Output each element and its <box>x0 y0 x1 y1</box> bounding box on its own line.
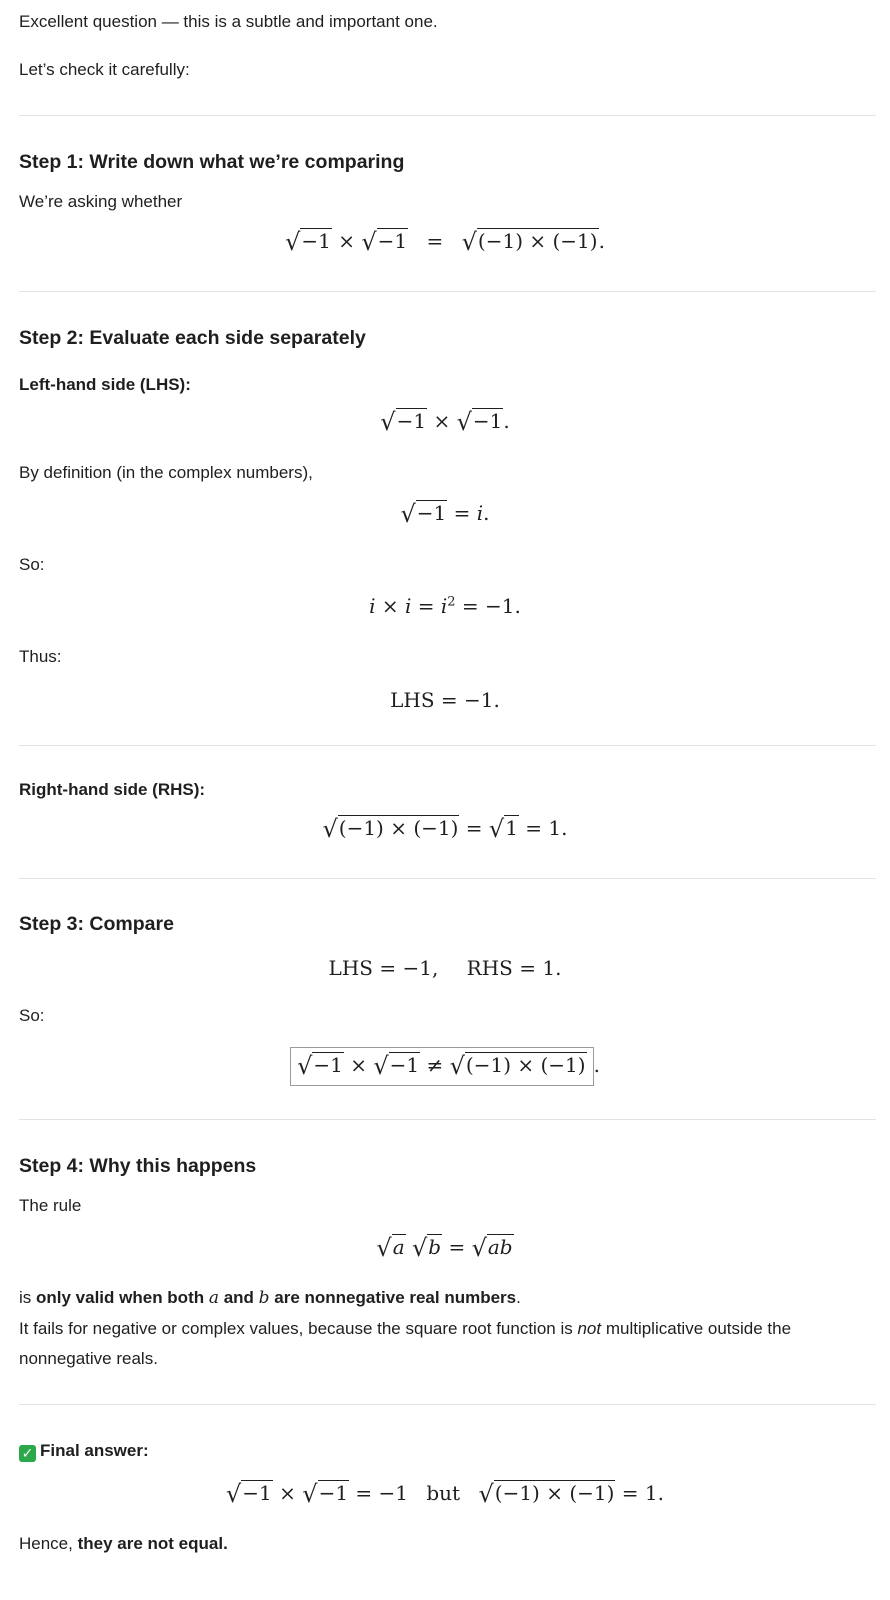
so-text-step3: So: <box>19 1006 45 1025</box>
lhs-heading: Left-hand side (LHS): <box>19 375 191 394</box>
so-text: So: <box>19 555 45 574</box>
equation-boxed-result: √−1 × √−1 ≠ √(−1) × (−1) . <box>0 1047 890 1086</box>
result-box: √−1 × √−1 ≠ √(−1) × (−1) <box>290 1047 593 1086</box>
equation-lhs-value: LHS = −1. <box>390 688 500 712</box>
fails-text-line-2: nonnegative reals. <box>19 1349 158 1368</box>
rhs-heading: Right-hand side (RHS): <box>19 780 206 799</box>
step3-heading: Step 3: Compare <box>19 913 174 935</box>
equation-compare: LHS = −1, RHS = 1. <box>328 956 562 980</box>
divider <box>19 1404 876 1405</box>
divider <box>19 291 876 292</box>
thus-text: Thus: <box>19 647 62 666</box>
equation-final: √−1 × √−1 = −1 but √(−1) × (−1) = 1. <box>226 1480 664 1508</box>
equation-lhs: √−1 × √−1. <box>380 408 510 436</box>
divider <box>19 1119 876 1120</box>
step1-text: We’re asking whether <box>19 192 183 211</box>
intro-line-1: Excellent question — this is a subtle and important one. <box>19 12 438 31</box>
step2-heading: Step 2: Evaluate each side separately <box>19 327 366 349</box>
step1-heading: Step 1: Write down what we’re comparing <box>19 151 405 173</box>
check-mark-icon: ✓ <box>19 1445 36 1462</box>
divider <box>19 745 876 746</box>
step4-heading: Step 4: Why this happens <box>19 1155 257 1177</box>
equation-comparison: √−1 × √−1 = √(−1) × (−1). <box>285 228 605 256</box>
final-heading: ✓ Final answer: <box>19 1437 149 1464</box>
equation-rule: √a √b = √ab <box>376 1234 513 1262</box>
divider <box>19 115 876 116</box>
rule-text: The rule <box>19 1196 82 1215</box>
intro-line-2: Let’s check it carefully: <box>19 60 190 79</box>
equation-definition: √−1 = i. <box>400 500 490 528</box>
fails-text-line-1: It fails for negative or complex values, because the square root function is not multiplicative outside the <box>19 1319 792 1338</box>
conclusion-text: Hence, they are not equal. <box>19 1534 228 1553</box>
validity-text: is only valid when both a and b are nonnegative real numbers. <box>19 1288 521 1308</box>
equation-i-squared: $i \times i = i^2 = -1$. <box>369 594 521 618</box>
definition-text: By definition (in the complex numbers), <box>19 463 313 482</box>
divider <box>19 878 876 879</box>
equation-rhs: √(−1) × (−1) = √1 = 1. <box>322 815 568 843</box>
